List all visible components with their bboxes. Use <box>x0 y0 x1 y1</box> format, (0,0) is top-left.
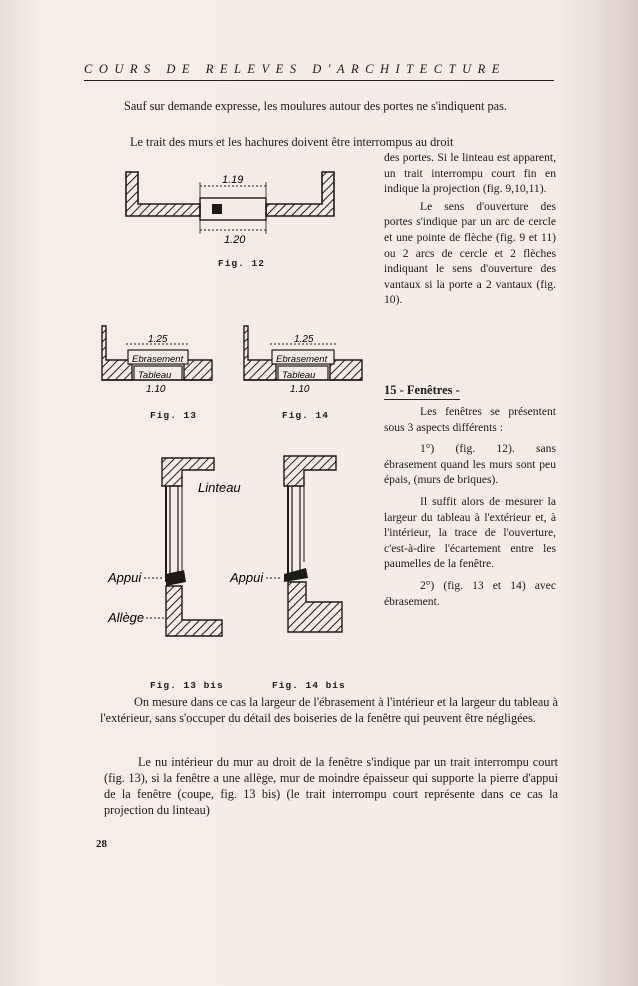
paragraph-sens-ouverture: Le sens d'ouverture des portes s'indique par un arc de cercle et une pointe de flèche (fig. 9 et 11) ou 2 arcs de cercle et 2 flèches indiquant le sens d'ouverture des vantaux si la porte a 2 vantaux (fig. 10). <box>384 199 556 307</box>
fig12-dim-top: 1.19 <box>222 174 244 186</box>
paragraph-avec-ebrasement: 2°) (fig. 13 et 14) avec ébrasement. <box>384 578 556 608</box>
fig13-caption: Fig. 13 <box>150 410 197 421</box>
fig13-ebrasement: Ebrasement <box>132 354 184 365</box>
figure-14-drawing <box>238 322 368 394</box>
fig14-caption: Fig. 14 <box>282 410 329 421</box>
page-number: 28 <box>96 838 107 850</box>
fig13bis-appui: Appui <box>108 570 142 585</box>
figure-13-drawing <box>96 322 220 394</box>
fig14bis-caption: Fig. 14 bis <box>272 680 346 691</box>
fig14-dim-bottom: 1.10 <box>290 384 310 394</box>
fig13-dim-bottom: 1.10 <box>146 384 166 394</box>
paragraph-moulures: Sauf sur demande expresse, les moulures autour des portes ne s'indiquent pas. <box>124 99 507 113</box>
paragraph-sans-ebrasement: 1°) (fig. 12). sans ébrasement quand les murs sont peu épais, (murs de briques). <box>384 442 556 487</box>
fig12-caption: Fig. 12 <box>218 258 265 269</box>
paragraph-trait-start: Le trait des murs et les hachures doivent être interrompus au droit <box>130 135 454 149</box>
paragraph-aspects: Les fenêtres se présentent sous 3 aspects différents : <box>384 405 556 434</box>
fig13-tableau: Tableau <box>138 370 172 381</box>
fig13bis-caption: Fig. 13 bis <box>150 680 224 691</box>
paragraph-nu-interieur: Le nu intérieur du mur au droit de la fenêtre s'indique par un trait interrompu court (fig. 13), si la fenêtre a une allège, mur de moindre épaisseur qui supporte la pierre d'appui de la fenêtre (coupe, fig. 13 bis) (le trait interrompu court représente dans ce cas la projection du linteau) <box>104 755 558 817</box>
figure-13-bis-drawing <box>104 452 244 652</box>
fig13bis-allege: Allège <box>108 610 145 625</box>
section-title-fenetres: 15 - Fenêtres - <box>384 383 460 400</box>
fig14-dim-top: 1.25 <box>294 334 314 345</box>
right-column-windows <box>384 404 556 609</box>
paragraph-mesurer: Il suffit alors de mesurer la largeur du tableau à l'extérieur et, à l'intérieur, la trace de l'ouverture, c'est-à-dire l'écartement entre les paumelles de la fenêtre. <box>384 494 556 571</box>
figure-14-bis-drawing <box>226 452 356 642</box>
fig14-ebrasement: Ebrasement <box>276 354 328 365</box>
running-header: COURS DE RELEVES D'ARCHITECTURE <box>84 62 554 81</box>
right-column-doors <box>384 150 556 308</box>
fig13bis-linteau: Linteau <box>198 480 241 495</box>
fig14-tableau: Tableau <box>282 370 316 381</box>
fig13-dim-top: 1.25 <box>148 334 168 345</box>
paragraph-linteau: des portes. Si le linteau est apparent, un trait interrompu court fin en indique la projection (fig. 9,10,11). <box>384 151 556 196</box>
fig12-dim-bottom: 1.20 <box>224 234 246 246</box>
paragraph-on-mesure: On mesure dans ce cas la largeur de l'ébrasement à l'intérieur et la largeur du tableau à l'extérieur, sans s'occuper du détail des boiseries de la fenêtre qui peuvent être négligées. <box>100 695 558 725</box>
fig14bis-appui: Appui <box>230 570 264 585</box>
figure-12-drawing <box>118 168 348 248</box>
